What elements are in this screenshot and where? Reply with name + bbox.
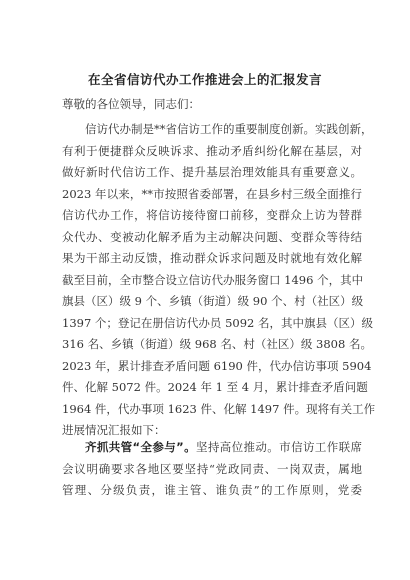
text-line: 旗县（区）级 9 个、乡镇（街道）级 90 个、村（社区）级 bbox=[62, 294, 364, 308]
section-text: 坚持高位推动。市信访工作联席 bbox=[195, 440, 362, 454]
text-line: 2023 年以来，**市按照省委部署，在县乡村三级全面推行 bbox=[62, 186, 362, 201]
text-line: 有利于便捷群众反映诉求、推动矛盾纠纷化解在基层，对 bbox=[62, 143, 362, 158]
text-line: 果为干部主动反馈，推动群众诉求问题及时就地有效化解 bbox=[62, 251, 362, 265]
text-line: 1964 件，代办事项 1623 件、化解 1497 件。现将有关工作 bbox=[62, 401, 376, 416]
text-line: 截至目前，全市整合设立信访代办服务窗口 1496 个，其中 bbox=[62, 272, 364, 287]
text-line: 2023 年，累计排查矛盾问题 6190 件，代办信访事项 5904 bbox=[62, 358, 372, 373]
text-line: 1397 个；登记在册信访代办员 5092 名，其中旗县（区）级 bbox=[62, 315, 373, 330]
paragraph-section-1 bbox=[62, 437, 362, 502]
document-title: 在全省信访代办工作推进会上的汇报发言 bbox=[87, 72, 322, 87]
text-line: 会议明确要求各地区要坚持“党政同责、一岗双责，属地 bbox=[62, 461, 362, 476]
text-line: 信访代办工作，将信访接待窗口前移，变群众上访为替群 bbox=[62, 208, 362, 222]
text-line: 进展情况汇报如下： bbox=[62, 423, 166, 437]
text-line: 信访代办制是**省信访工作的重要制度创新。实践创新， bbox=[85, 122, 373, 136]
text-line: 众代办、变被动化解矛盾为主动解决问题、变群众等待结 bbox=[62, 229, 362, 244]
text-line: 316 名、乡镇（街道）级 968 名、村（社区）级 3808 名。 bbox=[62, 337, 372, 351]
salutation: 尊敬的各位领导，同志们： bbox=[62, 97, 200, 111]
text-line bbox=[62, 437, 362, 459]
text-line: 做好新时代信访工作、提升基层治理效能具有重要意义。 bbox=[62, 165, 362, 179]
text-line: 管理、分级负责，谁主管、谁负责”的工作原则，党委 bbox=[62, 483, 362, 497]
text-line: 件、化解 5072 件。2024 年 1 至 4 月，累计排查矛盾问题 bbox=[62, 380, 368, 394]
section-heading: 齐抓共管“全参与”。 bbox=[85, 440, 196, 454]
paragraph-intro bbox=[62, 119, 376, 442]
